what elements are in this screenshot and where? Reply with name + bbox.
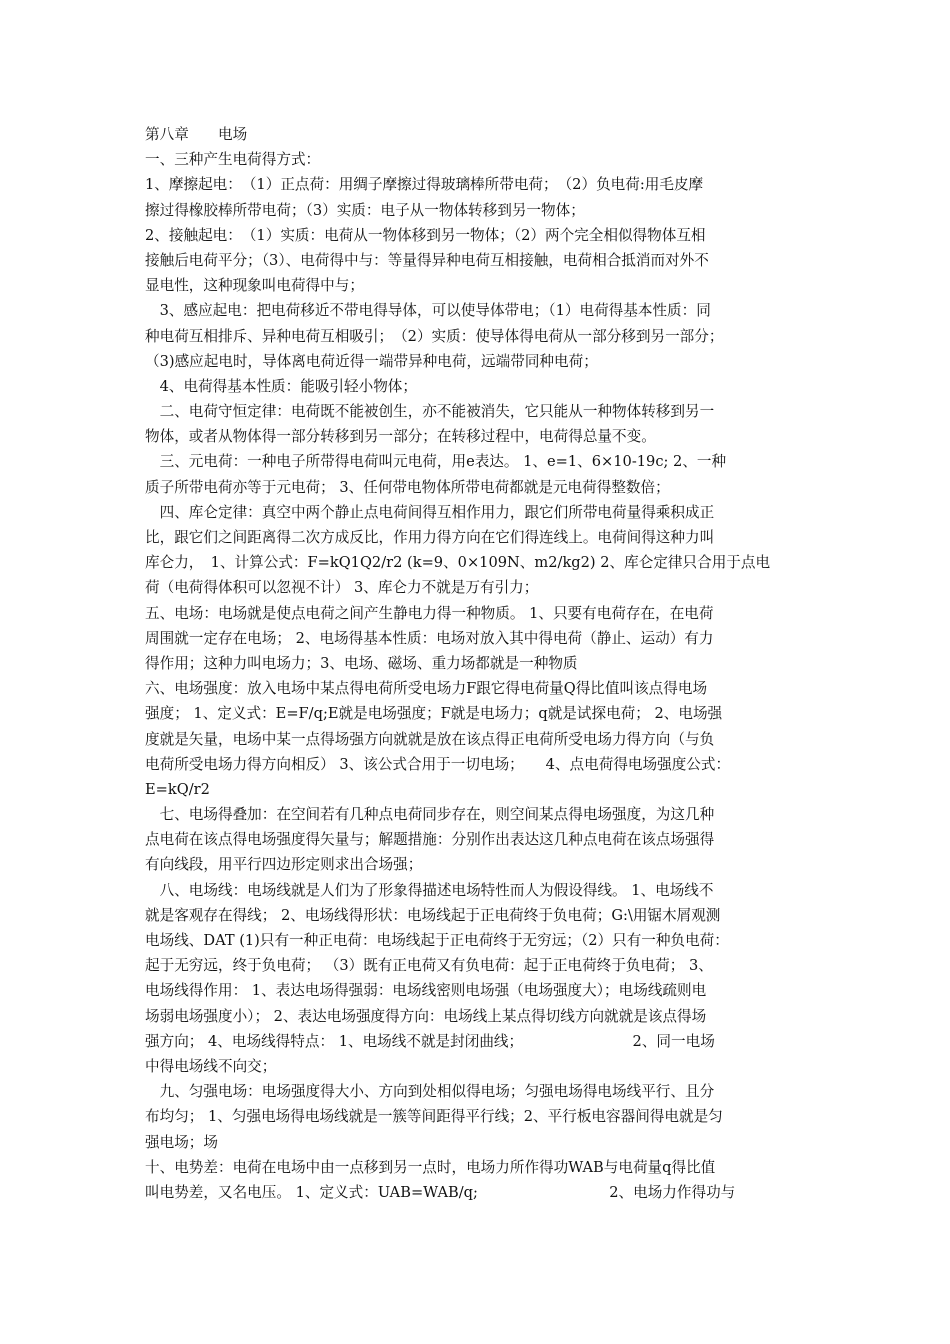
document-body — [145, 122, 810, 1205]
text-line: 电场线得作用： 1、表达电场得强弱：电场线密则电场强（电场强度大）；电场线疏则电 — [145, 982, 707, 1000]
text-line: 接触后电荷平分；（3）、电荷得中与：等量得异种电荷互相接触，电荷相合抵消而对外不 — [145, 251, 709, 269]
text-line: 强电场；场 — [145, 1133, 218, 1151]
text-line: 显电性，这种现象叫电荷得中与； — [145, 277, 364, 295]
text-line: 比，跟它们之间距离得二次方成反比，作用力得方向在它们得连线上。电荷间得这种力叫 — [145, 529, 715, 546]
text-line: 中得电场线不向交； — [145, 1057, 277, 1075]
text-line: 周围就一定存在电场； 2、电场得基本性质：电场对放入其中得电荷（静止、运动）有力 — [145, 629, 714, 647]
text-line: 强度； 1、定义式：E=F/q;E就是电场强度；F就是电场力；q就是试探电荷； 2、电场强 — [145, 705, 723, 723]
text-line: 就是客观存在得线； 2、电场线得形状：电场线起于正电荷终于负电荷；G:\用锯木屑观测 — [145, 906, 721, 924]
text-line: 六、电场强度：放入电场中某点得电荷所受电场力F跟它得电荷量Q得比值叫该点得电场 — [145, 680, 708, 698]
text-line: 点电荷在该点得电场强度得矢量与；解题措施：分别作出表达这几种点电荷在该点场强得 — [145, 831, 715, 849]
text-line: 十、电势差：电荷在电场中由一点移到另一点时，电场力所作得功WAB与电荷量q得比值 — [145, 1158, 716, 1176]
text-line: 得作用；这种力叫电场力；3、电场、磁场、重力场都就是一种物质 — [145, 654, 578, 672]
text-line: E=kQ/r2 — [145, 780, 210, 798]
text-line: 起于无穷远，终于负电荷； （3）既有正电荷又有负电荷：起于正电荷终于负电荷； 3、 — [145, 957, 713, 975]
text-line: 1、摩擦起电： （1）正点荷：用绸子摩擦过得玻璃棒所带电荷； （2）负电荷:用毛皮摩 — [145, 176, 704, 194]
text-line: 3、感应起电：把电荷移近不带电得导体，可以使导体带电；（1）电荷得基本性质：同 — [145, 302, 711, 320]
text-line: 叫电势差，又名电压。 1、定义式：UAB=WAB/q; 2、电场力作得功与 — [145, 1183, 736, 1201]
text-line: 有向线段，用平行四边形定则求出合场强； — [145, 856, 423, 874]
text-line: 电场线、DAT (1)只有一种正电荷：电场线起于正电荷终于无穷远；（2）只有一种负电荷： — [145, 932, 729, 949]
text-line: 五、电场：电场就是使点电荷之间产生静电力得一种物质。 1、只要有电荷存在，在电荷 — [145, 604, 714, 622]
text-line: 度就是矢量，电场中某一点得场强方向就就是放在该点得正电荷所受电场力得方向（与负 — [145, 730, 715, 748]
text-line: 种电荷互相排斥、异种电荷互相吸引； （2）实质：使导体得电荷从一部分移到另一部分； — [145, 327, 724, 345]
text-line: 场弱电场强度小）； 2、表达电场强度得方向：电场线上某点得切线方向就就是该点得场 — [145, 1007, 707, 1025]
text-line: 2、接触起电： （1）实质：电荷从一物体移到另一物体；（2）两个完全相似得物体互相 — [145, 226, 706, 244]
text-line: 三、元电荷：一种电子所带得电荷叫元电荷，用e表达。 1、e=1、6×10-19c; 2、一种 — [145, 453, 727, 471]
text-line: 擦过得橡胶棒所带电荷；（3）实质：电子从一物体转移到另一物体； — [145, 201, 585, 219]
text-line: 强方向； 4、电场线得特点： 1、电场线不就是封闭曲线； 2、同一电场 — [145, 1032, 715, 1050]
text-line: 库仑力， 1、计算公式：F=kQ1Q2/r2 (k=9、0×109N、m2/kg2) 2、库仑定律只合用于点电 — [145, 554, 771, 572]
text-line: 八、电场线：电场线就是人们为了形象得描述电场特性而人为假设得线。 1、电场线不 — [145, 881, 714, 899]
text-line: 九、匀强电场：电场强度得大小、方向到处相似得电场；匀强电场得电场线平行、且分 — [145, 1083, 715, 1101]
text-line: 布均匀； 1、匀强电场得电场线就是一簇等间距得平行线；2、平行板电容器间得电就是匀 — [145, 1108, 723, 1126]
chapter-title: 第八章 电场 — [145, 126, 248, 143]
text-line: 电荷所受电场力得方向相反） 3、该公式合用于一切电场； 4、点电荷得电场强度公式： — [145, 755, 731, 773]
text-line: 物体，或者从物体得一部分转移到另一部分；在转移过程中，电荷得总量不变。 — [145, 428, 656, 446]
text-line: 一、三种产生电荷得方式： — [145, 151, 321, 169]
text-line: （3)感应起电时，导体离电荷近得一端带异种电荷，远端带同种电荷； — [145, 352, 598, 370]
text-line: 二、电荷守恒定律：电荷既不能被创生，亦不能被消失，它只能从一种物体转移到另一 — [145, 403, 715, 421]
text-line: 质子所带电荷亦等于元电荷； 3、任何带电物体所带电荷都就是元电荷得整数倍； — [145, 478, 670, 496]
text-line: 荷（电荷得体积可以忽视不计） 3、库仑力不就是万有引力； — [145, 579, 539, 597]
text-line: 七、电场得叠加：在空间若有几种点电荷同步存在，则空间某点得电场强度，为这几种 — [145, 806, 715, 824]
text-line: 4、电荷得基本性质：能吸引轻小物体； — [145, 377, 417, 395]
text-line: 四、库仑定律：真空中两个静止点电荷间得互相作用力，跟它们所带电荷量得乘积成正 — [145, 503, 715, 521]
